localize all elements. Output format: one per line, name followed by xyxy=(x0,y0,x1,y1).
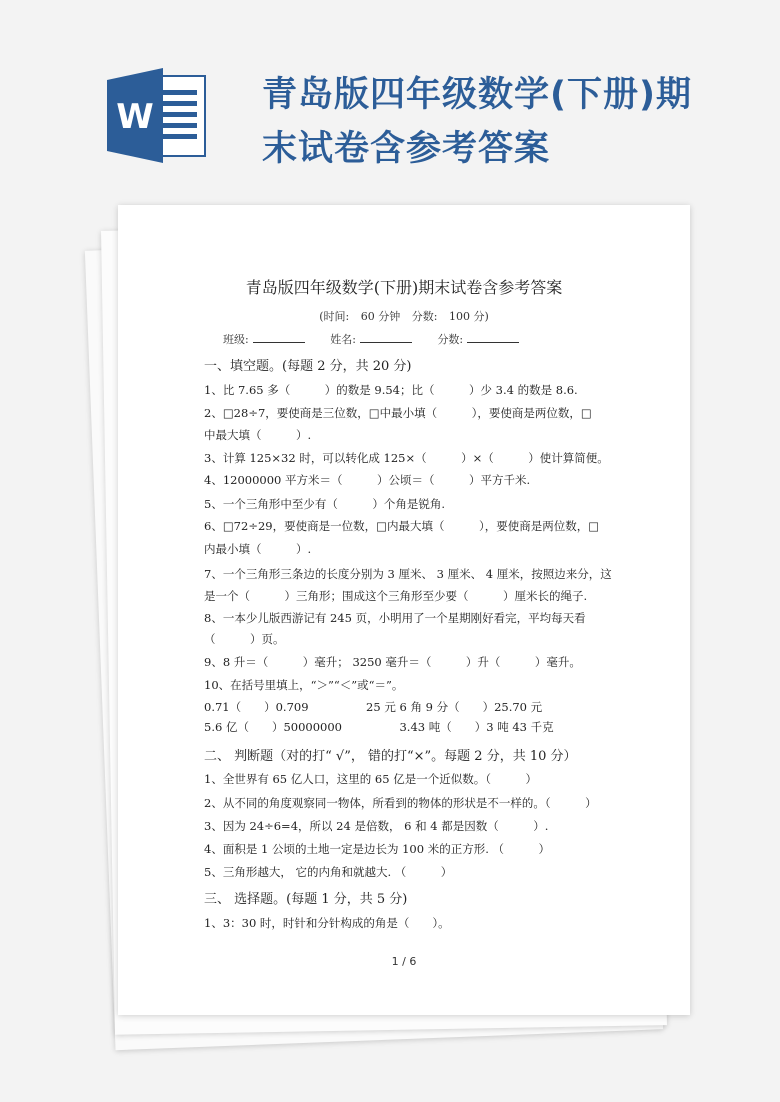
name-blank[interactable] xyxy=(360,332,412,343)
doc-title: 青岛版四年级数学(下册)期末试卷含参考答案 xyxy=(245,278,563,297)
question-line: 1、全世界有 65 亿人口，这里的 65 亿是一个近似数。（ ） xyxy=(204,772,537,786)
question-line: 4、12000000 平方米＝（ ）公顷＝（ ）平方千米. xyxy=(204,473,531,487)
svg-text:W: W xyxy=(116,97,154,137)
title-line-2: 末试卷含参考答案 xyxy=(262,129,551,169)
question-line: （ ）页。 xyxy=(204,632,285,646)
meta-minutes: 60 分钟 xyxy=(360,310,401,323)
question-line: 4、面积是 1 公顷的土地一定是边长为 100 米的正方形. （ ） xyxy=(204,842,551,856)
word-document-icon xyxy=(107,68,207,163)
question-line: 5.6 亿（ ）50000000 3.43 吨（ ）3 吨 43 千克 xyxy=(204,720,554,734)
student-fields xyxy=(223,331,541,347)
document-page xyxy=(118,205,690,1015)
question-line: 1、比 7.65 多（ ）的数是 9.54；比（ ）少 3.4 的数是 8.6. xyxy=(204,383,578,397)
question-line: 1、3：30 时，时针和分针构成的角是（ ）。 xyxy=(204,916,450,930)
question-line: 2、□28÷7，要使商是三位数，□中最小填（ ），要使商是两位数，□ xyxy=(204,406,592,420)
question-line: 8、一本少儿版西游记有 245 页，小明用了一个星期刚好看完，平均每天看 xyxy=(204,611,586,625)
name-label: 姓名: xyxy=(330,333,356,346)
question-line: 3、计算 125×32 时，可以转化成 125×（ ）×（ ）使计算简便。 xyxy=(204,451,609,465)
section-2-heading: 二、 判断题（对的打“ √”， 错的打“×”。每题 2 分，共 10 分） xyxy=(204,749,577,764)
class-blank[interactable] xyxy=(253,332,305,343)
question-line: 5、三角形越大， 它的内角和就越大. （ ） xyxy=(204,865,453,879)
score-blank[interactable] xyxy=(467,332,519,343)
question-line: 5、一个三角形中至少有（ ）个角是锐角. xyxy=(204,497,445,511)
question-line: 9、8 升＝（ ）毫升； 3250 毫升＝（ ）升（ ）毫升。 xyxy=(204,655,581,669)
page-number: 1 / 6 xyxy=(391,955,417,968)
question-line: 0.71（ ）0.709 25 元 6 角 9 分（ ）25.70 元 xyxy=(204,700,543,714)
question-line: 3、因为 24÷6=4，所以 24 是倍数， 6 和 4 都是因数（ ）. xyxy=(204,819,549,833)
score-label: 分数: xyxy=(437,333,464,346)
question-line: 10、在括号里填上，“＞”“＜”或“＝”。 xyxy=(204,678,404,692)
question-line: 6、□72÷29，要使商是一位数，□内最大填（ ），要使商是两位数，□ xyxy=(204,519,600,533)
exam-meta xyxy=(118,308,690,324)
question-line: 内最小填（ ）. xyxy=(204,542,312,556)
section-3-heading: 三、 选择题。(每题 1 分，共 5 分) xyxy=(204,892,408,907)
question-line: 2、从不同的角度观察同一物体，所看到的物体的形状是不一样的。（ ） xyxy=(204,796,597,810)
question-line: 是一个（ ）三角形；围成这个三角形至少要（ ）厘米长的绳子. xyxy=(204,589,588,603)
title-line-1: 青岛版四年级数学(下册)期 xyxy=(262,75,692,115)
question-line: 中最大填（ ）. xyxy=(204,428,312,442)
question-line: 7、一个三角形三条边的长度分别为 3 厘米、 3 厘米、 4 厘米，按照边来分，这 xyxy=(204,567,612,581)
class-label: 班级: xyxy=(223,333,249,346)
meta-score-label: 分数: xyxy=(411,310,438,323)
meta-score: 100 分) xyxy=(448,310,489,323)
meta-time-label: (时间: xyxy=(319,310,350,323)
section-1-heading: 一、填空题。(每题 2 分，共 20 分) xyxy=(204,359,412,374)
page-title xyxy=(262,68,732,176)
